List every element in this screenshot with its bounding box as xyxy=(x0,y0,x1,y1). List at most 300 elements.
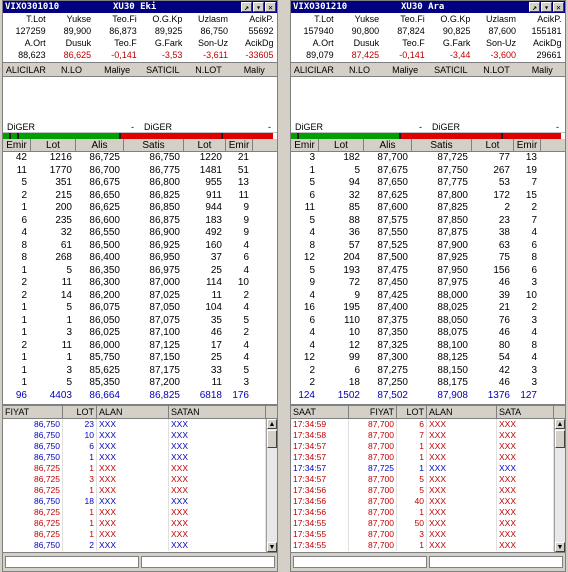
total-cell: 96 xyxy=(15,389,27,401)
col-header-lot[interactable]: Lot xyxy=(31,139,76,151)
depth-cell: 88,125 xyxy=(437,352,468,363)
agent-col-header[interactable]: N.LOT xyxy=(195,65,222,75)
depth-cell: 51 xyxy=(237,164,249,176)
trade-row[interactable] xyxy=(3,452,277,463)
trade-cell: 87,700 xyxy=(349,507,397,518)
trade-cell: XXX xyxy=(427,430,497,441)
depth-row[interactable] xyxy=(291,240,565,253)
depth-cell: 4 xyxy=(243,264,249,276)
scroll-up-icon[interactable]: ▲ xyxy=(268,421,276,428)
depth-cell: 77 xyxy=(498,152,510,163)
col-header-emir[interactable]: Emir xyxy=(3,139,31,151)
trades-list xyxy=(291,404,565,552)
depth-row[interactable] xyxy=(291,352,565,365)
trade-row[interactable] xyxy=(3,540,277,551)
agent-col-header[interactable]: Maliye xyxy=(392,65,419,75)
trade-row[interactable] xyxy=(291,474,565,485)
col-header-emir[interactable]: Emir xyxy=(291,139,319,151)
depth-cell: 85,750 xyxy=(89,352,120,363)
col-header-alan[interactable]: ALAN xyxy=(97,406,169,418)
depth-cell: 1 xyxy=(21,327,27,338)
depth-cell: 25 xyxy=(210,264,222,276)
trade-cell: XXX xyxy=(427,452,497,463)
depth-cell: 11 xyxy=(61,339,72,351)
depth-cell: 10 xyxy=(348,327,360,338)
trade-cell: XXX xyxy=(97,463,169,474)
agent-col-header[interactable]: Maliy xyxy=(243,65,265,75)
depth-cell: 88 xyxy=(348,214,360,226)
trade-cell: 87,700 xyxy=(349,452,397,463)
trade-cell: XXX xyxy=(497,496,554,507)
depth-cell: 2 xyxy=(21,189,27,201)
depth-row[interactable] xyxy=(3,252,277,265)
depth-row[interactable] xyxy=(291,290,565,303)
trade-row[interactable] xyxy=(291,485,565,496)
trades-body xyxy=(291,419,565,552)
depth-row[interactable] xyxy=(291,252,565,265)
agent-col-header[interactable]: N.LOT xyxy=(483,65,510,75)
trade-row[interactable] xyxy=(3,507,277,518)
trade-cell: 86,750 xyxy=(3,441,63,452)
trade-row[interactable] xyxy=(3,529,277,540)
depth-cell: 87,425 xyxy=(377,289,408,301)
depth-cell: 2 xyxy=(243,327,249,338)
depth-row[interactable] xyxy=(3,190,277,203)
depth-cell: 87,850 xyxy=(437,214,468,226)
depth-row[interactable] xyxy=(3,290,277,303)
depth-row[interactable] xyxy=(3,152,277,165)
depth-cell: 87,450 xyxy=(377,277,408,288)
stat-value: 90,800 xyxy=(351,26,380,36)
depth-row[interactable] xyxy=(291,315,565,328)
agent-col-header[interactable]: SATICIL xyxy=(146,65,180,75)
depth-cell: 8 xyxy=(21,252,27,263)
depth-cell: 5 xyxy=(309,214,315,226)
trade-row[interactable] xyxy=(291,518,565,529)
stat-value: 157940 xyxy=(303,26,334,36)
trade-cell: 86,725 xyxy=(3,463,63,474)
trade-row[interactable] xyxy=(3,496,277,507)
stat-value: 86,625 xyxy=(63,50,92,60)
trade-cell: XXX xyxy=(169,529,266,540)
scroll-down-icon[interactable]: ▼ xyxy=(268,544,276,551)
depth-cell: 9 xyxy=(354,289,360,301)
col-header-alis[interactable]: Alis xyxy=(76,139,124,151)
col-header-fiyat[interactable]: FIYAT xyxy=(349,406,397,418)
depth-cell: 86,675 xyxy=(89,177,120,188)
col-header-satis[interactable]: Satis xyxy=(412,139,472,151)
depth-cell: 6 xyxy=(309,314,315,326)
trade-row[interactable] xyxy=(291,441,565,452)
trade-row[interactable] xyxy=(3,430,277,441)
depth-row[interactable] xyxy=(3,202,277,215)
depth-cell: 1 xyxy=(309,164,315,176)
window-titlebar[interactable] xyxy=(3,1,277,13)
depth-cell: 57 xyxy=(348,239,360,251)
depth-cell: 11 xyxy=(304,202,315,213)
col-header-fiyat[interactable]: FIYAT xyxy=(3,406,63,418)
depth-row[interactable] xyxy=(291,265,565,278)
trade-cell: XXX xyxy=(97,452,169,463)
col-header-lot[interactable]: LOT xyxy=(63,406,97,418)
depth-cell: 3 xyxy=(66,364,72,376)
depth-cell: 13 xyxy=(237,177,249,188)
depth-row[interactable] xyxy=(3,265,277,278)
total-cell: 1502 xyxy=(337,389,360,401)
depth-cell: 21 xyxy=(237,152,249,163)
depth-cell: 46 xyxy=(498,327,510,338)
depth-cell: 5 xyxy=(354,164,360,176)
trades-body xyxy=(3,419,277,552)
depth-cell: 4 xyxy=(309,227,315,238)
vertical-scrollbar[interactable] xyxy=(266,419,277,552)
col-header-satan[interactable]: SATAN xyxy=(169,406,266,418)
col-header-lot[interactable]: LOT xyxy=(397,406,427,418)
depth-row[interactable] xyxy=(291,190,565,203)
depth-cell: 204 xyxy=(343,252,360,263)
stat-value: -3,53 xyxy=(161,50,183,60)
trade-row[interactable] xyxy=(291,507,565,518)
trade-cell: 1 xyxy=(63,518,97,529)
depth-cell: 86,825 xyxy=(149,189,180,201)
depth-row[interactable] xyxy=(291,202,565,215)
trade-cell: XXX xyxy=(427,441,497,452)
trade-row[interactable] xyxy=(291,463,565,474)
depth-cell: 61 xyxy=(60,239,72,251)
depth-cell: 215 xyxy=(55,189,72,201)
depth-cell: 4 xyxy=(309,327,315,338)
depth-cell: 2 xyxy=(531,202,537,213)
trade-cell: XXX xyxy=(427,518,497,529)
depth-cell: 16 xyxy=(303,302,315,313)
col-header-satan[interactable]: SATA xyxy=(497,406,554,418)
depth-cell: 36 xyxy=(348,227,360,238)
depth-cell: 7 xyxy=(531,214,537,226)
depth-row[interactable] xyxy=(291,277,565,290)
trade-row[interactable] xyxy=(291,529,565,540)
depth-cell: 88,050 xyxy=(437,314,468,326)
depth-cell: 33 xyxy=(210,364,222,376)
agent-col-header[interactable]: N.LO xyxy=(349,65,371,75)
depth-cell: 1770 xyxy=(49,164,72,176)
diger-row xyxy=(3,121,277,133)
stat-label: G.Fark xyxy=(442,38,471,48)
depth-row[interactable] xyxy=(3,215,277,228)
trade-cell: 87,700 xyxy=(349,540,397,551)
depth-cell: 8 xyxy=(21,239,27,251)
depth-row[interactable] xyxy=(291,152,565,165)
depth-cell: 86,050 xyxy=(89,314,120,326)
trade-cell: XXX xyxy=(497,419,554,430)
depth-cell: 87,150 xyxy=(149,352,180,363)
diger-dash: - xyxy=(419,122,422,132)
depth-cell: 3 xyxy=(531,377,537,388)
trade-cell: XXX xyxy=(169,463,266,474)
depth-cell: 1 xyxy=(66,314,72,326)
depth-row[interactable] xyxy=(3,240,277,253)
depth-cell: 86,800 xyxy=(149,177,180,188)
depth-row[interactable] xyxy=(3,365,277,378)
depth-cell: 3 xyxy=(531,314,537,326)
depth-cell: 87,775 xyxy=(437,177,468,188)
col-header-alis[interactable]: Alis xyxy=(364,139,412,151)
pin-button[interactable]: ↗ xyxy=(529,2,540,12)
diger-dash: - xyxy=(131,122,134,132)
depth-cell: 86,700 xyxy=(89,164,120,176)
agent-col-header[interactable]: ALICILAR xyxy=(5,65,46,75)
depth-row[interactable] xyxy=(3,327,277,340)
depth-row[interactable] xyxy=(291,227,565,240)
depth-cell: 3 xyxy=(531,364,537,376)
depth-cell: 87,750 xyxy=(437,164,468,176)
depth-cell: 268 xyxy=(55,252,72,263)
stat-label: Son-Uz xyxy=(485,38,516,48)
col-header-emir[interactable]: Emir xyxy=(226,139,253,151)
trade-cell: 1 xyxy=(63,452,97,463)
depth-cell: 87,625 xyxy=(377,189,408,201)
trade-row[interactable] xyxy=(291,540,565,551)
trade-cell: XXX xyxy=(497,474,554,485)
trade-cell: 1 xyxy=(63,507,97,518)
depth-cell: 2 xyxy=(21,289,27,301)
trade-cell: 1 xyxy=(63,485,97,496)
depth-row[interactable] xyxy=(291,165,565,178)
contract-name: XU30 Eki xyxy=(113,2,157,12)
depth-cell: 9 xyxy=(243,202,249,213)
depth-row[interactable] xyxy=(291,327,565,340)
depth-cell: 10 xyxy=(525,289,537,301)
trade-cell: 5 xyxy=(397,474,427,485)
total-cell: 6818 xyxy=(199,389,222,401)
depth-row[interactable] xyxy=(291,215,565,228)
depth-row[interactable] xyxy=(3,302,277,315)
depth-cell: 4 xyxy=(531,227,537,238)
depth-cell: 200 xyxy=(55,202,72,213)
depth-row[interactable] xyxy=(3,340,277,353)
trade-cell: XXX xyxy=(97,518,169,529)
trade-row[interactable] xyxy=(3,419,277,430)
stat-label: Son-Uz xyxy=(197,38,228,48)
stat-label: AcikP. xyxy=(249,14,274,24)
trade-cell: XXX xyxy=(169,452,266,463)
trade-row[interactable] xyxy=(3,485,277,496)
depth-row[interactable] xyxy=(3,227,277,240)
agent-col-header[interactable]: Maliy xyxy=(531,65,553,75)
depth-cell: 3 xyxy=(243,377,249,388)
depth-row[interactable] xyxy=(3,315,277,328)
depth-cell: 5 xyxy=(243,364,249,376)
scroll-thumb[interactable] xyxy=(555,430,565,448)
col-header-lot[interactable]: Lot xyxy=(319,139,364,151)
trade-cell: 1 xyxy=(397,507,427,518)
depth-row[interactable] xyxy=(291,177,565,190)
trade-cell: 2 xyxy=(63,540,97,551)
depth-cell: 86,550 xyxy=(89,227,120,238)
col-header-lot[interactable]: Lot xyxy=(472,139,514,151)
stat-label: O.G.Kp xyxy=(152,14,183,24)
depth-cell: 6 xyxy=(243,252,249,263)
depth-cell: 911 xyxy=(206,189,222,201)
agent-col-header[interactable]: N.LO xyxy=(61,65,83,75)
stat-label: A.Ort xyxy=(312,38,334,48)
close-button[interactable]: ✕ xyxy=(265,2,276,12)
depth-cell: 4 xyxy=(309,339,315,351)
dropdown-button[interactable]: ▾ xyxy=(541,2,552,12)
total-cell: 87,502 xyxy=(377,389,408,401)
depth-cell: 15 xyxy=(525,189,537,201)
trade-cell: XXX xyxy=(497,441,554,452)
stat-value: 90,825 xyxy=(442,26,471,36)
vertical-scrollbar[interactable] xyxy=(554,419,565,552)
agent-col-header[interactable]: Maliye xyxy=(104,65,131,75)
depth-cell: 39 xyxy=(498,289,510,301)
market-depth-window-left[interactable] xyxy=(2,0,278,572)
depth-cell: 46 xyxy=(210,327,222,338)
stat-labels-row-1 xyxy=(3,13,277,25)
depth-cell: 63 xyxy=(498,239,510,251)
depth-header xyxy=(291,139,565,152)
status-bar xyxy=(291,552,565,571)
depth-row[interactable] xyxy=(3,377,277,390)
depth-cell: 5 xyxy=(243,314,249,326)
trade-cell: 86,725 xyxy=(3,485,63,496)
scroll-down-icon[interactable]: ▼ xyxy=(556,544,564,551)
trade-row[interactable] xyxy=(3,463,277,474)
col-header-emir[interactable]: Emir xyxy=(514,139,541,151)
depth-cell: 86,350 xyxy=(89,264,120,276)
total-cell: 4403 xyxy=(49,389,72,401)
trade-cell: XXX xyxy=(97,430,169,441)
trade-cell: XXX xyxy=(97,540,169,551)
depth-cell: 85 xyxy=(348,202,360,213)
col-header-saat[interactable]: SAAT xyxy=(291,406,349,418)
stat-label: Teo.F xyxy=(402,38,425,48)
depth-cell: 9 xyxy=(243,227,249,238)
close-button[interactable]: ✕ xyxy=(553,2,564,12)
trade-cell: XXX xyxy=(169,507,266,518)
trade-cell: XXX xyxy=(97,529,169,540)
total-cell: 176 xyxy=(232,389,249,401)
trade-cell: 1 xyxy=(397,441,427,452)
trade-row[interactable] xyxy=(291,419,565,430)
trade-row[interactable] xyxy=(3,518,277,529)
depth-cell: 2 xyxy=(309,364,315,376)
trade-cell: XXX xyxy=(169,540,266,551)
stat-labels-row-2 xyxy=(291,37,565,49)
trade-row[interactable] xyxy=(291,496,565,507)
contract-code: VIXO301210 xyxy=(293,2,348,12)
depth-cell: 1 xyxy=(21,377,27,388)
depth-row[interactable] xyxy=(291,365,565,378)
depth-cell: 80 xyxy=(498,339,510,351)
depth-row[interactable] xyxy=(291,377,565,390)
stat-value: -33605 xyxy=(245,50,274,60)
depth-row[interactable] xyxy=(3,165,277,178)
depth-cell: 5 xyxy=(21,177,27,188)
trade-cell: 87,700 xyxy=(349,518,397,529)
depth-cell: 12 xyxy=(303,352,315,363)
trade-row[interactable] xyxy=(291,430,565,441)
depth-cell: 3 xyxy=(531,277,537,288)
depth-cell: 85,625 xyxy=(89,364,120,376)
pin-button[interactable]: ↗ xyxy=(241,2,252,12)
depth-row[interactable] xyxy=(3,352,277,365)
depth-cell: 193 xyxy=(343,264,360,276)
agent-col-header[interactable]: ALICILAR xyxy=(293,65,334,75)
trade-row[interactable] xyxy=(3,474,277,485)
depth-cell: 87,250 xyxy=(377,377,408,388)
col-header-alan[interactable]: ALAN xyxy=(427,406,497,418)
total-cell: 86,825 xyxy=(149,389,180,401)
trade-cell: 17:34:56 xyxy=(291,496,349,507)
depth-cell: 46 xyxy=(498,277,510,288)
status-cell xyxy=(141,556,275,568)
depth-cell: 955 xyxy=(205,177,222,188)
trade-cell: 87,700 xyxy=(349,485,397,496)
stat-value: 127259 xyxy=(15,26,46,36)
depth-cell: 17 xyxy=(210,339,222,351)
scroll-thumb[interactable] xyxy=(267,430,277,448)
depth-row[interactable] xyxy=(291,340,565,353)
depth-cell: 172 xyxy=(493,189,510,201)
trade-row[interactable] xyxy=(3,441,277,452)
col-header-satis[interactable]: Satis xyxy=(124,139,184,151)
market-depth-window-right[interactable] xyxy=(290,0,566,572)
dropdown-button[interactable]: ▾ xyxy=(253,2,264,12)
depth-cell: 19 xyxy=(525,164,537,176)
window-titlebar[interactable] xyxy=(291,1,565,13)
depth-cell: 1220 xyxy=(199,152,222,163)
depth-cell: 87,375 xyxy=(377,314,408,326)
depth-cell: 87,400 xyxy=(377,302,408,313)
depth-cell: 7 xyxy=(531,177,537,188)
depth-cell: 38 xyxy=(498,227,510,238)
stat-label: Yukse xyxy=(354,14,380,24)
trade-row[interactable] xyxy=(291,452,565,463)
stat-value: 89,900 xyxy=(63,26,92,36)
depth-row[interactable] xyxy=(3,177,277,190)
depth-row[interactable] xyxy=(3,277,277,290)
depth-cell: 86,975 xyxy=(149,264,180,276)
stat-label: Uzlasm xyxy=(485,14,516,24)
agent-col-header[interactable]: SATICIL xyxy=(434,65,468,75)
stat-value: -0,141 xyxy=(399,50,425,60)
depth-cell: 6 xyxy=(531,264,537,276)
agent-header xyxy=(291,63,565,77)
scroll-up-icon[interactable]: ▲ xyxy=(556,421,564,428)
stat-value: 86,873 xyxy=(109,26,137,36)
depth-cell: 46 xyxy=(498,377,510,388)
depth-cell: 87,175 xyxy=(149,364,180,376)
depth-cell: 87,125 xyxy=(149,339,180,351)
depth-cell: 87,575 xyxy=(377,214,408,226)
trade-cell: XXX xyxy=(427,540,497,551)
trade-cell: XXX xyxy=(427,474,497,485)
depth-cell: 114 xyxy=(206,277,222,288)
depth-cell: 5 xyxy=(66,377,72,388)
depth-cell: 8 xyxy=(531,252,537,263)
depth-cell: 5 xyxy=(309,177,315,188)
col-header-lot[interactable]: Lot xyxy=(184,139,226,151)
depth-cell: 4 xyxy=(531,352,537,363)
depth-cell: 4 xyxy=(243,352,249,363)
trade-cell: 1 xyxy=(397,540,427,551)
depth-row[interactable] xyxy=(291,302,565,315)
depth-cell: 1 xyxy=(66,352,72,363)
depth-cell: 37 xyxy=(210,252,222,263)
trade-cell: 1 xyxy=(63,463,97,474)
depth-cell: 9 xyxy=(309,277,315,288)
